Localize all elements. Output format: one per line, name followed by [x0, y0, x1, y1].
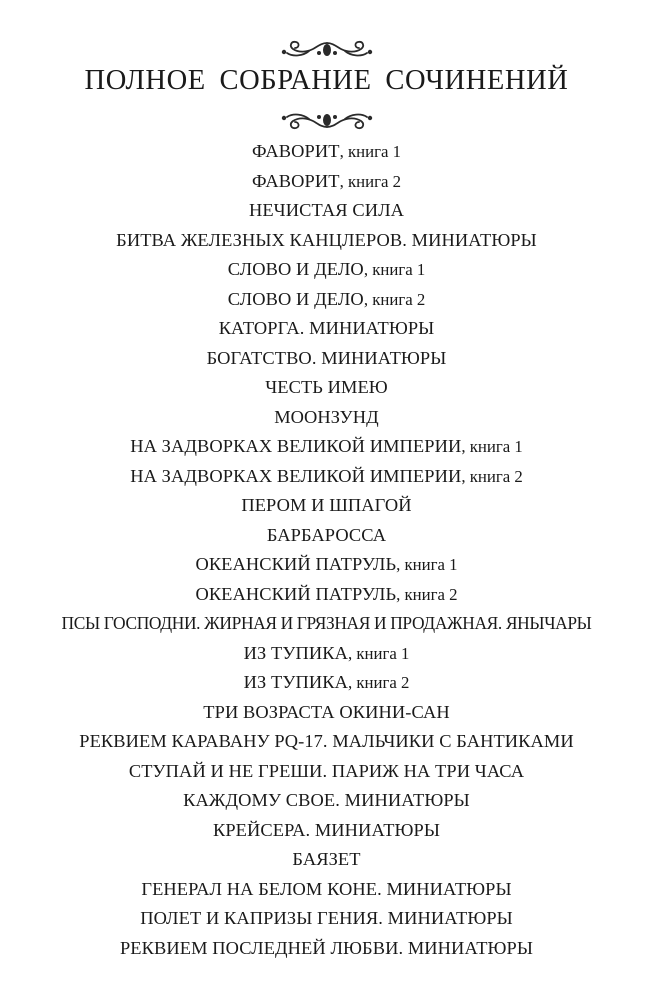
book-entry: [0, 167, 653, 197]
book-title: НЕЧИСТАЯ СИЛА: [248, 200, 405, 220]
book-title: ИЗ ТУПИКА: [243, 642, 348, 663]
book-title: БАРБАРОССА: [266, 524, 387, 545]
book-part: , книга 1: [363, 260, 426, 279]
book-title: ИЗ ТУПИКА: [243, 672, 348, 692]
book-entry: [0, 845, 653, 875]
book-part: , книга 1: [396, 555, 458, 574]
book-title: ТРИ ВОЗРАСТА ОКИНИ-САН: [203, 701, 450, 722]
book-entry: [0, 255, 653, 285]
book-title: ЧЕСТЬ ИМЕЮ: [265, 377, 388, 397]
book-entry: [0, 668, 653, 698]
book-entry: [0, 285, 653, 315]
book-entry: [0, 491, 653, 521]
book-part: , книга 1: [347, 643, 410, 663]
book-entry: [0, 226, 653, 256]
book-title: КАЖДОМУ СВОЕ. МИНИАТЮРЫ: [183, 790, 470, 810]
book-title: ПЕРОМ И ШПАГОЙ: [241, 495, 412, 515]
book-title: ФАВОРИТ: [251, 170, 340, 191]
book-entry: [0, 403, 653, 433]
book-title: БОГАТСТВО. МИНИАТЮРЫ: [206, 347, 447, 368]
book-entry: [0, 639, 653, 669]
book-entry: [0, 373, 653, 403]
book-entry: [0, 698, 653, 728]
book-entry: [0, 344, 653, 374]
flourish-ornament-icon: [279, 109, 375, 133]
series-title: ПОЛНОЕ СОБРАНИЕ СОЧИНЕНИЙ: [84, 65, 569, 96]
flourish-ornament-icon: [0, 108, 653, 134]
book-entry: [0, 875, 653, 905]
book-entry: [0, 580, 653, 610]
book-entry: [0, 314, 653, 344]
book-entry: [0, 757, 653, 787]
book-entry: [0, 550, 653, 580]
book-entry: [0, 462, 653, 492]
book-entry: [0, 196, 653, 226]
book-part: , книга 1: [461, 437, 523, 456]
book-part: , книга 2: [461, 466, 523, 486]
book-title: КРЕЙСЕРА. МИНИАТЮРЫ: [212, 819, 441, 840]
book-title: РЕКВИЕМ КАРАВАНУ PQ-17. МАЛЬЧИКИ С БАНТИКАМИ: [79, 731, 574, 751]
book-entry: [0, 137, 653, 167]
book-entry: [0, 786, 653, 816]
book-title: НА ЗАДВОРКАХ ВЕЛИКОЙ ИМПЕРИИ: [130, 465, 462, 486]
book-title: ПСЫ ГОСПОДНИ. ЖИРНАЯ И ГРЯЗНАЯ И ПРОДАЖНАЯ. ЯНЫЧАРЫ: [61, 613, 592, 633]
book-title: ФАВОРИТ: [251, 141, 340, 161]
book-title: ОКЕАНСКИЙ ПАТРУЛЬ: [195, 554, 397, 574]
book-part: , книга 2: [347, 673, 410, 692]
book-title: КАТОРГА. МИНИАТЮРЫ: [218, 318, 435, 338]
book-entry: [0, 727, 653, 757]
book-entry: [0, 904, 653, 934]
book-title: СЛОВО И ДЕЛО: [227, 288, 364, 309]
book-title: СЛОВО И ДЕЛО: [227, 259, 364, 279]
book-title: БАЯЗЕТ: [292, 849, 361, 869]
book-entry: [0, 816, 653, 846]
book-part: , книга 2: [363, 289, 426, 309]
book-list: [0, 137, 653, 963]
book-title: МООНЗУНД: [274, 406, 379, 427]
book-title: РЕКВИЕМ ПОСЛЕДНЕЙ ЛЮБВИ. МИНИАТЮРЫ: [119, 937, 534, 958]
book-entry: [0, 432, 653, 462]
book-entry: [0, 521, 653, 551]
book-title: НА ЗАДВОРКАХ ВЕЛИКОЙ ИМПЕРИИ: [130, 436, 462, 456]
book-entry: [0, 609, 653, 639]
book-title: ГЕНЕРАЛ НА БЕЛОМ КОНЕ. МИНИАТЮРЫ: [141, 878, 512, 899]
book-title: СТУПАЙ И НЕ ГРЕШИ. ПАРИЖ НА ТРИ ЧАСА: [128, 760, 525, 781]
book-title: ПОЛЕТ И КАПРИЗЫ ГЕНИЯ. МИНИАТЮРЫ: [140, 908, 513, 928]
book-entry: [0, 934, 653, 964]
book-part: , книга 2: [339, 171, 402, 191]
flourish-ornament-icon: [0, 36, 653, 62]
book-part: , книга 1: [339, 142, 402, 161]
book-part: , книга 2: [396, 584, 458, 604]
book-title: БИТВА ЖЕЛЕЗНЫХ КАНЦЛЕРОВ. МИНИАТЮРЫ: [116, 229, 537, 250]
flourish-ornament-icon: [279, 37, 375, 61]
book-title: ОКЕАНСКИЙ ПАТРУЛЬ: [195, 583, 397, 604]
